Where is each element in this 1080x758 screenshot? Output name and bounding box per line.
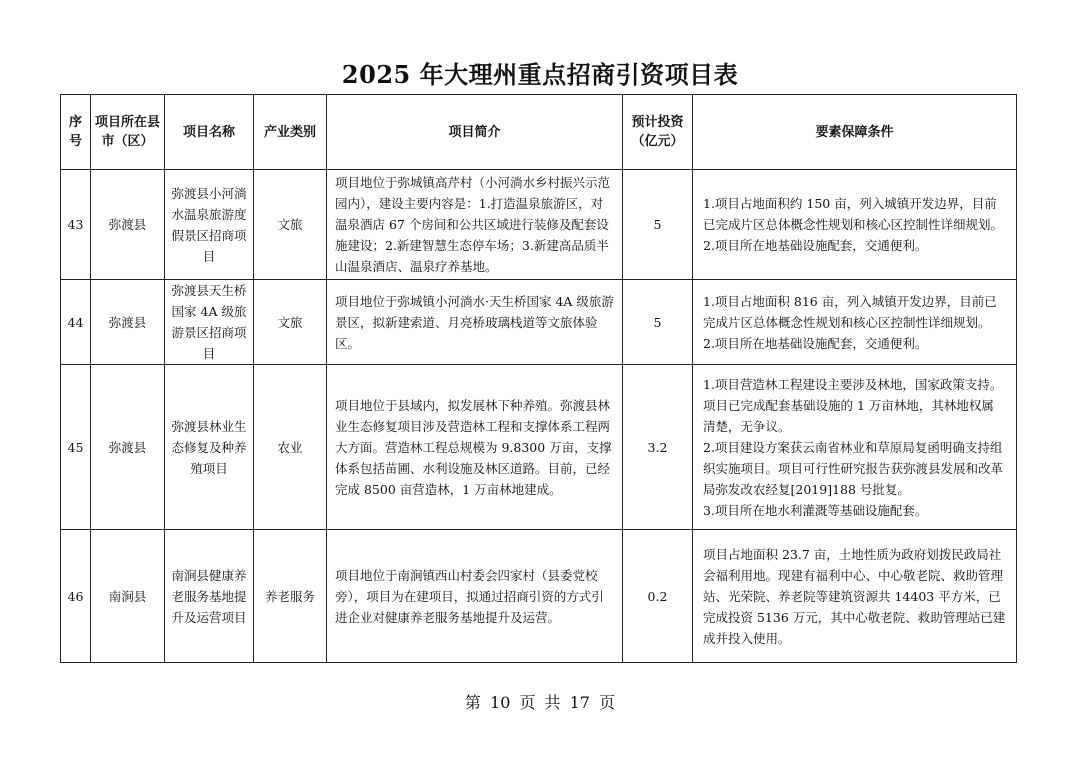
- cell-intro: 项目地位于弥城镇高芹村（小河淌水乡村振兴示范园内），建设主要内容是：1.打造温泉旅游区，对温泉酒店 67 个房间和公共区域进行装修及配套设施建设；2.新建智慧生态停车场；3.新建高品质半山温泉酒店、温泉疗养基地。: [327, 170, 623, 280]
- table-row: [61, 530, 1017, 663]
- cell-industry: 文旅: [254, 170, 327, 280]
- cell-intro: 项目地位于南涧镇西山村委会四家村（县委党校旁），项目为在建项目，拟通过招商引资的方式引进企业对健康养老服务基地提升及运营。: [327, 530, 623, 663]
- cell-industry: 养老服务: [254, 530, 327, 663]
- cell-seq: 43: [61, 170, 91, 280]
- project-table: [60, 94, 1017, 663]
- cell-seq: 45: [61, 365, 91, 530]
- cell-intro: 项目地位于县域内，拟发展林下种养殖。弥渡县林业生态修复项目涉及营造林工程和支撑体系工程两大方面。营造林工程总规模为 9.8300 万亩，支撑体系包括苗圃、水利设施及林区道路。目前，已经完成 8500 亩营造林，1 万亩林地建成。: [327, 365, 623, 530]
- cell-county: 弥渡县: [91, 170, 165, 280]
- cell-project-name: 南涧县健康养老服务基地提升及运营项目: [165, 530, 254, 663]
- cell-seq: 46: [61, 530, 91, 663]
- header-intro: 项目简介: [327, 95, 623, 170]
- cell-investment: 0.2: [623, 530, 693, 663]
- cell-intro: 项目地位于弥城镇小河淌水·天生桥国家 4A 级旅游景区，拟新建索道、月亮桥玻璃栈道等文旅体验区。: [327, 280, 623, 365]
- cell-industry: 农业: [254, 365, 327, 530]
- header-industry: 产业类别: [254, 95, 327, 170]
- cell-county: 弥渡县: [91, 280, 165, 365]
- cell-county: 南涧县: [91, 530, 165, 663]
- cell-investment: 3.2: [623, 365, 693, 530]
- cell-project-name: 弥渡县林业生态修复及种养殖项目: [165, 365, 254, 530]
- header-county: 项目所在县市（区）: [91, 95, 165, 170]
- table-row: [61, 365, 1017, 530]
- cell-investment: 5: [623, 170, 693, 280]
- cell-conditions: 1.项目占地面积约 150 亩，列入城镇开发边界，目前已完成片区总体概念性规划和核心区控制性详细规划。 2.项目所在地基础设施配套，交通便利。: [693, 170, 1017, 280]
- table-row: [61, 170, 1017, 280]
- header-investment: 预计投资（亿元）: [623, 95, 693, 170]
- cell-industry: 文旅: [254, 280, 327, 365]
- cell-conditions: 1.项目营造林工程建设主要涉及林地，国家政策支持。项目已完成配套基础设施的 1 万亩林地，其林地权属清楚，无争议。 2.项目建设方案获云南省林业和草原局复函明确支持组织实施项目。项目可行性研究报告获弥渡县发展和改革局弥发改农经复[2019]188 号批复。 3.项目所在地水利灌溉等基础设施配套。: [693, 365, 1017, 530]
- cell-investment: 5: [623, 280, 693, 365]
- cell-project-name: 弥渡县天生桥国家 4A 级旅游景区招商项目: [165, 280, 254, 365]
- header-conditions: 要素保障条件: [693, 95, 1017, 170]
- cell-conditions: 项目占地面积 23.7 亩，土地性质为政府划拨民政局社会福利用地。现建有福利中心、中心敬老院、救助管理站、光荣院、养老院等建筑资源共 14403 平方米，已完成投资 5136 万元，其中心敬老院、救助管理站已建成并投入使用。: [693, 530, 1017, 663]
- header-name: 项目名称: [165, 95, 254, 170]
- cell-conditions: 1.项目占地面积 816 亩，列入城镇开发边界，目前已完成片区总体概念性规划和核心区控制性详细规划。 2.项目所在地基础设施配套，交通便利。: [693, 280, 1017, 365]
- header-seq: 序号: [61, 95, 91, 170]
- page-footer: 第 10 页 共 17 页: [464, 693, 616, 712]
- cell-county: 弥渡县: [91, 365, 165, 530]
- cell-seq: 44: [61, 280, 91, 365]
- cell-project-name: 弥渡县小河淌水温泉旅游度假景区招商项目: [165, 170, 254, 280]
- page-title: 2025 年大理州重点招商引资项目表: [341, 60, 739, 89]
- table-header-row: [61, 95, 1017, 170]
- table-row: [61, 280, 1017, 365]
